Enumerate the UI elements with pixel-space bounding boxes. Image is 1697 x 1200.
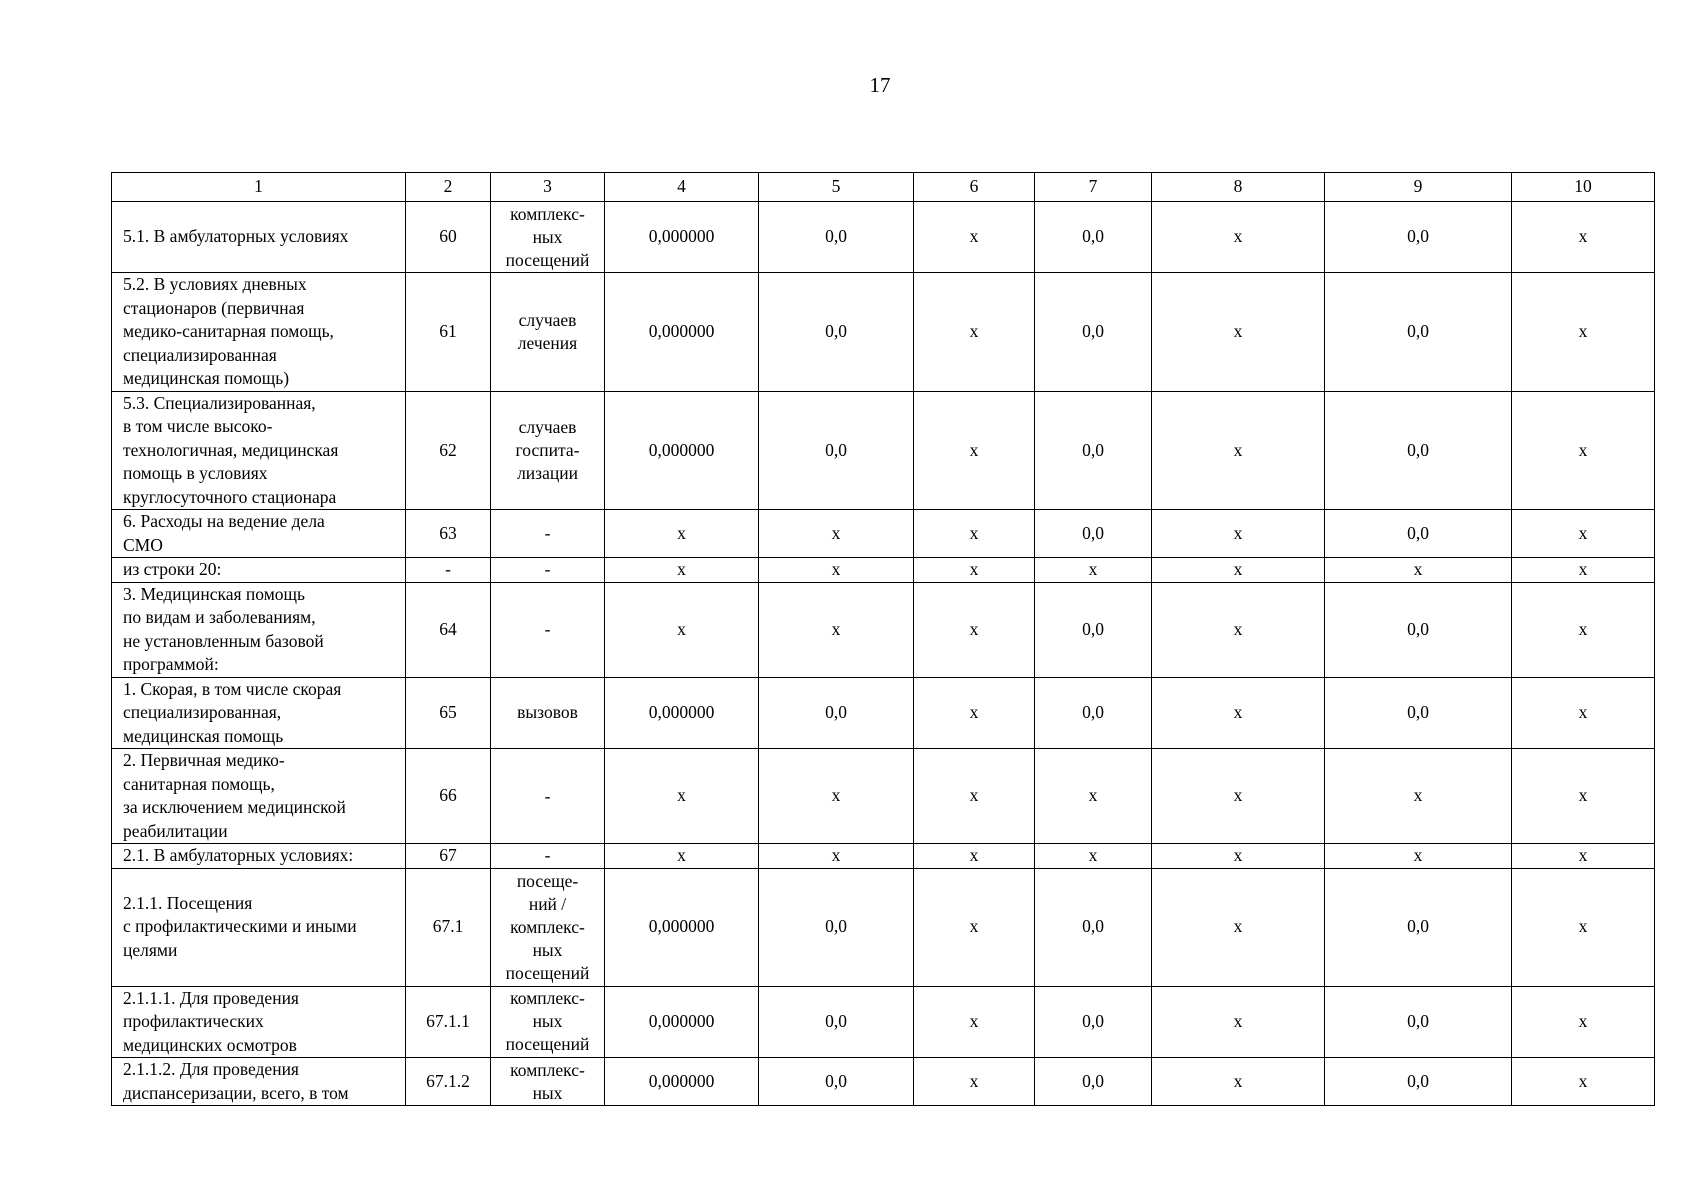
table-header-row — [112, 173, 1655, 202]
cell-text: х — [969, 439, 979, 460]
cell-text: х — [1233, 916, 1243, 937]
cell-text: х — [1578, 522, 1588, 543]
value-cell — [1512, 582, 1655, 677]
value-cell — [1512, 510, 1655, 558]
cell-text: х — [969, 618, 979, 639]
value-cell — [1035, 391, 1152, 510]
row-label-cell — [112, 582, 406, 677]
row-code-cell — [406, 1058, 491, 1106]
cell-text: - — [544, 785, 551, 806]
cell-text: 62 — [439, 439, 457, 460]
row-label-cell — [112, 273, 406, 392]
cell-text: 0,0 — [1407, 439, 1429, 460]
table-row — [112, 1058, 1655, 1106]
table-row — [112, 986, 1655, 1058]
row-label-cell — [112, 558, 406, 583]
value-cell — [1152, 273, 1325, 392]
value-cell — [1035, 202, 1152, 273]
value-cell — [1325, 202, 1512, 273]
cell-text: 0,0 — [1082, 916, 1104, 937]
column-number-cell: 3 — [491, 173, 605, 202]
row-code-cell — [406, 749, 491, 844]
cell-text: х — [1578, 321, 1588, 341]
value-cell — [759, 582, 914, 677]
value-cell — [605, 582, 759, 677]
cell-text: 63 — [439, 522, 457, 543]
value-cell — [1512, 868, 1655, 986]
value-cell — [914, 558, 1035, 583]
value-cell — [1152, 749, 1325, 844]
cell-text: 60 — [439, 226, 457, 247]
row-label-cell — [112, 844, 406, 869]
value-cell — [914, 1058, 1035, 1106]
cell-text: 67.1 — [432, 916, 464, 937]
cell-text: х — [677, 785, 686, 806]
cell-text: 0,0 — [1082, 1070, 1104, 1091]
table-row — [112, 677, 1655, 749]
unit-cell — [491, 582, 605, 677]
row-label-cell — [112, 677, 406, 749]
cell-text: 0,0 — [1082, 1011, 1104, 1031]
value-cell — [914, 510, 1035, 558]
cell-text: 0,0 — [1407, 916, 1429, 937]
cell-text: 2.1.1.1. Для проведения профилактических медицинских осмотров — [123, 987, 299, 1055]
cell-text: х — [1578, 618, 1588, 639]
value-cell — [1152, 510, 1325, 558]
value-cell — [1325, 868, 1512, 986]
cell-text: 0,000000 — [648, 1070, 715, 1091]
column-number-cell: 4 — [605, 173, 759, 202]
cell-text: 0,000000 — [648, 702, 715, 722]
cell-text: 2.1.1.2. Для проведения диспансеризации, всего, в том — [123, 1059, 349, 1103]
cell-text: случаев госпита- лизации — [515, 416, 580, 483]
cell-text: случаев лечения — [517, 309, 578, 353]
value-cell — [1035, 582, 1152, 677]
value-cell — [605, 986, 759, 1058]
unit-cell — [491, 986, 605, 1058]
column-number-cell: 2 — [406, 173, 491, 202]
row-code-cell — [406, 273, 491, 392]
value-cell — [1035, 844, 1152, 869]
table-row — [112, 844, 1655, 869]
cell-text: х — [1088, 785, 1098, 806]
cell-text: х — [969, 785, 979, 806]
value-cell — [605, 391, 759, 510]
cell-text: х — [1578, 785, 1588, 806]
value-cell — [1152, 582, 1325, 677]
unit-cell — [491, 391, 605, 510]
cell-text: х — [1233, 702, 1243, 722]
value-cell — [1512, 558, 1655, 583]
table-row — [112, 510, 1655, 558]
cell-text: х — [677, 845, 686, 865]
value-cell — [1152, 1058, 1325, 1106]
value-cell — [1152, 677, 1325, 749]
cell-text: х — [1233, 559, 1243, 579]
cell-text: х — [1578, 559, 1588, 579]
unit-cell — [491, 202, 605, 273]
value-cell — [759, 558, 914, 583]
cell-text: х — [1233, 1011, 1243, 1031]
column-number-cell: 8 — [1152, 173, 1325, 202]
cell-text: х — [969, 559, 979, 579]
value-cell — [1325, 844, 1512, 869]
value-cell — [759, 749, 914, 844]
value-cell — [1325, 510, 1512, 558]
cell-text: х — [969, 845, 979, 865]
cell-text: х — [1233, 522, 1243, 543]
value-cell — [1512, 202, 1655, 273]
cell-text: х — [677, 618, 686, 639]
cell-text: 0,0 — [1082, 522, 1104, 543]
cell-text: 0,0 — [1407, 1070, 1429, 1091]
cell-text: комплекс- ных посещений — [505, 203, 590, 270]
cell-text: х — [831, 785, 841, 806]
value-cell — [1325, 582, 1512, 677]
value-cell — [1512, 1058, 1655, 1106]
cell-text: 0,0 — [825, 1070, 847, 1091]
value-cell — [1325, 677, 1512, 749]
value-cell — [914, 677, 1035, 749]
cell-text: 61 — [439, 321, 457, 341]
cell-text: 0,0 — [1082, 321, 1104, 341]
cell-text: х — [969, 522, 979, 543]
row-code-cell — [406, 202, 491, 273]
cell-text: х — [831, 845, 841, 865]
table-row — [112, 582, 1655, 677]
cell-text: х — [1578, 845, 1588, 865]
cell-text: х — [831, 559, 841, 579]
value-cell — [759, 844, 914, 869]
cell-text: х — [1233, 1070, 1243, 1091]
value-cell — [914, 986, 1035, 1058]
cell-text: 0,0 — [825, 916, 847, 937]
row-label-cell — [112, 749, 406, 844]
cell-text: 65 — [439, 702, 457, 722]
cell-text: 67.1.2 — [426, 1070, 470, 1091]
table-row — [112, 391, 1655, 510]
row-label-cell — [112, 986, 406, 1058]
value-cell — [1035, 868, 1152, 986]
cell-text: 0,0 — [1407, 618, 1429, 639]
row-code-cell — [406, 677, 491, 749]
row-label-cell — [112, 391, 406, 510]
value-cell — [1152, 391, 1325, 510]
cell-text: х — [969, 321, 979, 341]
cell-text: 0,0 — [1407, 702, 1429, 722]
cell-text: из строки 20: — [123, 559, 222, 579]
cell-text: х — [831, 618, 841, 639]
cell-text: х — [1578, 226, 1588, 247]
cell-text: 5.1. В амбулаторных условиях — [123, 226, 349, 247]
value-cell — [1152, 202, 1325, 273]
row-label-cell — [112, 868, 406, 986]
cell-text: комплекс- ных — [510, 1059, 585, 1103]
unit-cell — [491, 558, 605, 583]
cell-text: 2.1. В амбулаторных условиях: — [123, 845, 354, 865]
cell-text: 0,000000 — [648, 321, 715, 341]
cell-text: вызовов — [517, 702, 578, 723]
value-cell — [759, 677, 914, 749]
row-code-cell — [406, 391, 491, 510]
cell-text: х — [1413, 785, 1423, 806]
cell-text: 0,0 — [1407, 321, 1429, 341]
table-row — [112, 749, 1655, 844]
value-cell — [1512, 986, 1655, 1058]
cell-text: 0,0 — [825, 1011, 847, 1031]
value-cell — [1035, 749, 1152, 844]
value-cell — [605, 1058, 759, 1106]
cell-text: - — [544, 523, 551, 543]
cell-text: 2.1.1. Посещения с профилактическими и иными целями — [123, 892, 357, 960]
value-cell — [605, 844, 759, 869]
cell-text: х — [1578, 1011, 1588, 1031]
cell-text: 5.2. В условиях дневных стационаров (первичная медико-санитарная помощь, специализированная медицинская помощь) — [123, 274, 334, 388]
value-cell — [759, 868, 914, 986]
cell-text: 3. Медицинская помощь по видам и заболеваниям, не установленным базовой программой: — [123, 583, 324, 674]
value-cell — [1325, 749, 1512, 844]
cell-text: 0,0 — [1082, 618, 1104, 639]
cell-text: х — [969, 702, 979, 722]
value-cell — [1152, 844, 1325, 869]
cell-text: - — [544, 559, 551, 580]
cell-text: х — [1578, 702, 1588, 722]
cell-text: 0,000000 — [648, 1011, 715, 1031]
page-number: 17 — [869, 73, 891, 97]
cell-text: х — [969, 226, 979, 247]
value-cell — [914, 868, 1035, 986]
row-code-cell — [406, 558, 491, 583]
value-cell — [1512, 677, 1655, 749]
cell-text: 5.3. Специализированная, в том числе высоко- технологичная, медицинская помощь в условиях круглосуточного стационара — [123, 392, 339, 507]
cell-text: х — [1233, 845, 1243, 865]
column-number-cell: 1 — [112, 173, 406, 202]
cell-text: 0,0 — [825, 321, 847, 341]
row-code-cell — [406, 844, 491, 869]
value-cell — [605, 868, 759, 986]
row-label-cell — [112, 510, 406, 558]
unit-cell — [491, 749, 605, 844]
cell-text: х — [969, 916, 979, 937]
cell-text: 0,000000 — [648, 439, 715, 460]
value-cell — [759, 510, 914, 558]
value-cell — [605, 510, 759, 558]
value-cell — [605, 558, 759, 583]
row-code-cell — [406, 510, 491, 558]
value-cell — [605, 677, 759, 749]
unit-cell — [491, 273, 605, 392]
column-number-cell: 10 — [1512, 173, 1655, 202]
cell-text: 1. Скорая, в том числе скорая специализированная, медицинская помощь — [123, 678, 342, 746]
value-cell — [914, 391, 1035, 510]
value-cell — [914, 844, 1035, 869]
value-cell — [1325, 1058, 1512, 1106]
row-code-cell — [406, 582, 491, 677]
cell-text: 64 — [439, 618, 457, 639]
column-number-cell: 7 — [1035, 173, 1152, 202]
cell-text: х — [677, 522, 686, 543]
value-cell — [1325, 986, 1512, 1058]
cell-text: 0,0 — [825, 439, 847, 460]
column-number-cell: 9 — [1325, 173, 1512, 202]
value-cell — [759, 202, 914, 273]
table-row — [112, 868, 1655, 986]
value-cell — [1035, 677, 1152, 749]
cell-text: х — [1578, 1070, 1588, 1091]
value-cell — [1152, 986, 1325, 1058]
cell-text: х — [1088, 845, 1098, 865]
cell-text: х — [1233, 618, 1243, 639]
value-cell — [759, 273, 914, 392]
cell-text: х — [1233, 439, 1243, 460]
cell-text: 0,0 — [1082, 702, 1104, 722]
row-code-cell — [406, 986, 491, 1058]
value-cell — [1512, 844, 1655, 869]
cell-text: - — [544, 845, 551, 866]
value-cell — [1035, 986, 1152, 1058]
cell-text: 0,000000 — [648, 916, 715, 937]
cell-text: х — [677, 559, 686, 579]
cell-text: 67 — [439, 845, 457, 865]
value-cell — [1152, 868, 1325, 986]
value-cell — [1325, 558, 1512, 583]
cell-text: х — [1578, 916, 1588, 937]
cell-text: 0,0 — [1082, 439, 1104, 460]
value-cell — [914, 202, 1035, 273]
value-cell — [759, 391, 914, 510]
unit-cell — [491, 677, 605, 749]
cell-text: 67.1.1 — [426, 1011, 470, 1031]
cell-text: х — [1233, 321, 1243, 341]
cell-text: 0,0 — [1407, 1011, 1429, 1031]
cell-text: х — [969, 1011, 979, 1031]
cell-text: 0,0 — [825, 226, 847, 247]
cell-text: 6. Расходы на ведение дела СМО — [123, 511, 325, 555]
cell-text: 0,000000 — [648, 226, 715, 247]
value-cell — [605, 202, 759, 273]
cell-text: 0,0 — [1082, 226, 1104, 247]
value-cell — [605, 749, 759, 844]
value-cell — [1325, 273, 1512, 392]
value-cell — [914, 582, 1035, 677]
row-code-cell — [406, 868, 491, 986]
unit-cell — [491, 510, 605, 558]
table-body — [112, 173, 1655, 1106]
value-cell — [759, 986, 914, 1058]
cell-text: х — [1233, 226, 1243, 247]
cell-text: комплекс- ных посещений — [505, 988, 590, 1055]
cell-text: х — [1413, 559, 1423, 579]
value-cell — [1512, 391, 1655, 510]
cell-text: - — [544, 619, 551, 639]
cell-text: - — [445, 559, 451, 579]
cell-text: х — [1233, 785, 1243, 806]
data-table — [111, 172, 1655, 1106]
value-cell — [914, 749, 1035, 844]
unit-cell — [491, 1058, 605, 1106]
value-cell — [1035, 510, 1152, 558]
table-row — [112, 273, 1655, 392]
cell-text: 66 — [439, 785, 457, 806]
row-label-cell — [112, 1058, 406, 1106]
value-cell — [1035, 273, 1152, 392]
value-cell — [1152, 558, 1325, 583]
value-cell — [759, 1058, 914, 1106]
value-cell — [914, 273, 1035, 392]
cell-text: 0,0 — [825, 702, 847, 722]
cell-text: 0,0 — [1407, 522, 1429, 543]
cell-text: х — [969, 1070, 979, 1091]
row-label-cell — [112, 202, 406, 273]
value-cell — [605, 273, 759, 392]
cell-text: х — [831, 522, 841, 543]
unit-cell — [491, 844, 605, 869]
value-cell — [1512, 273, 1655, 392]
value-cell — [1035, 1058, 1152, 1106]
cell-text: 2. Первичная медико- санитарная помощь, за исключением медицинской реабилитации — [123, 750, 346, 841]
cell-text: посеще- ний / комплекс- ных посещений — [505, 870, 590, 983]
cell-text: х — [1578, 439, 1588, 460]
value-cell — [1035, 558, 1152, 583]
column-number-cell: 6 — [914, 173, 1035, 202]
cell-text: х — [1413, 845, 1423, 865]
unit-cell — [491, 868, 605, 986]
column-number-cell: 5 — [759, 173, 914, 202]
value-cell — [1512, 749, 1655, 844]
table-row — [112, 202, 1655, 273]
value-cell — [1325, 391, 1512, 510]
table-row — [112, 558, 1655, 583]
cell-text: х — [1088, 559, 1098, 579]
cell-text: 0,0 — [1407, 226, 1429, 247]
